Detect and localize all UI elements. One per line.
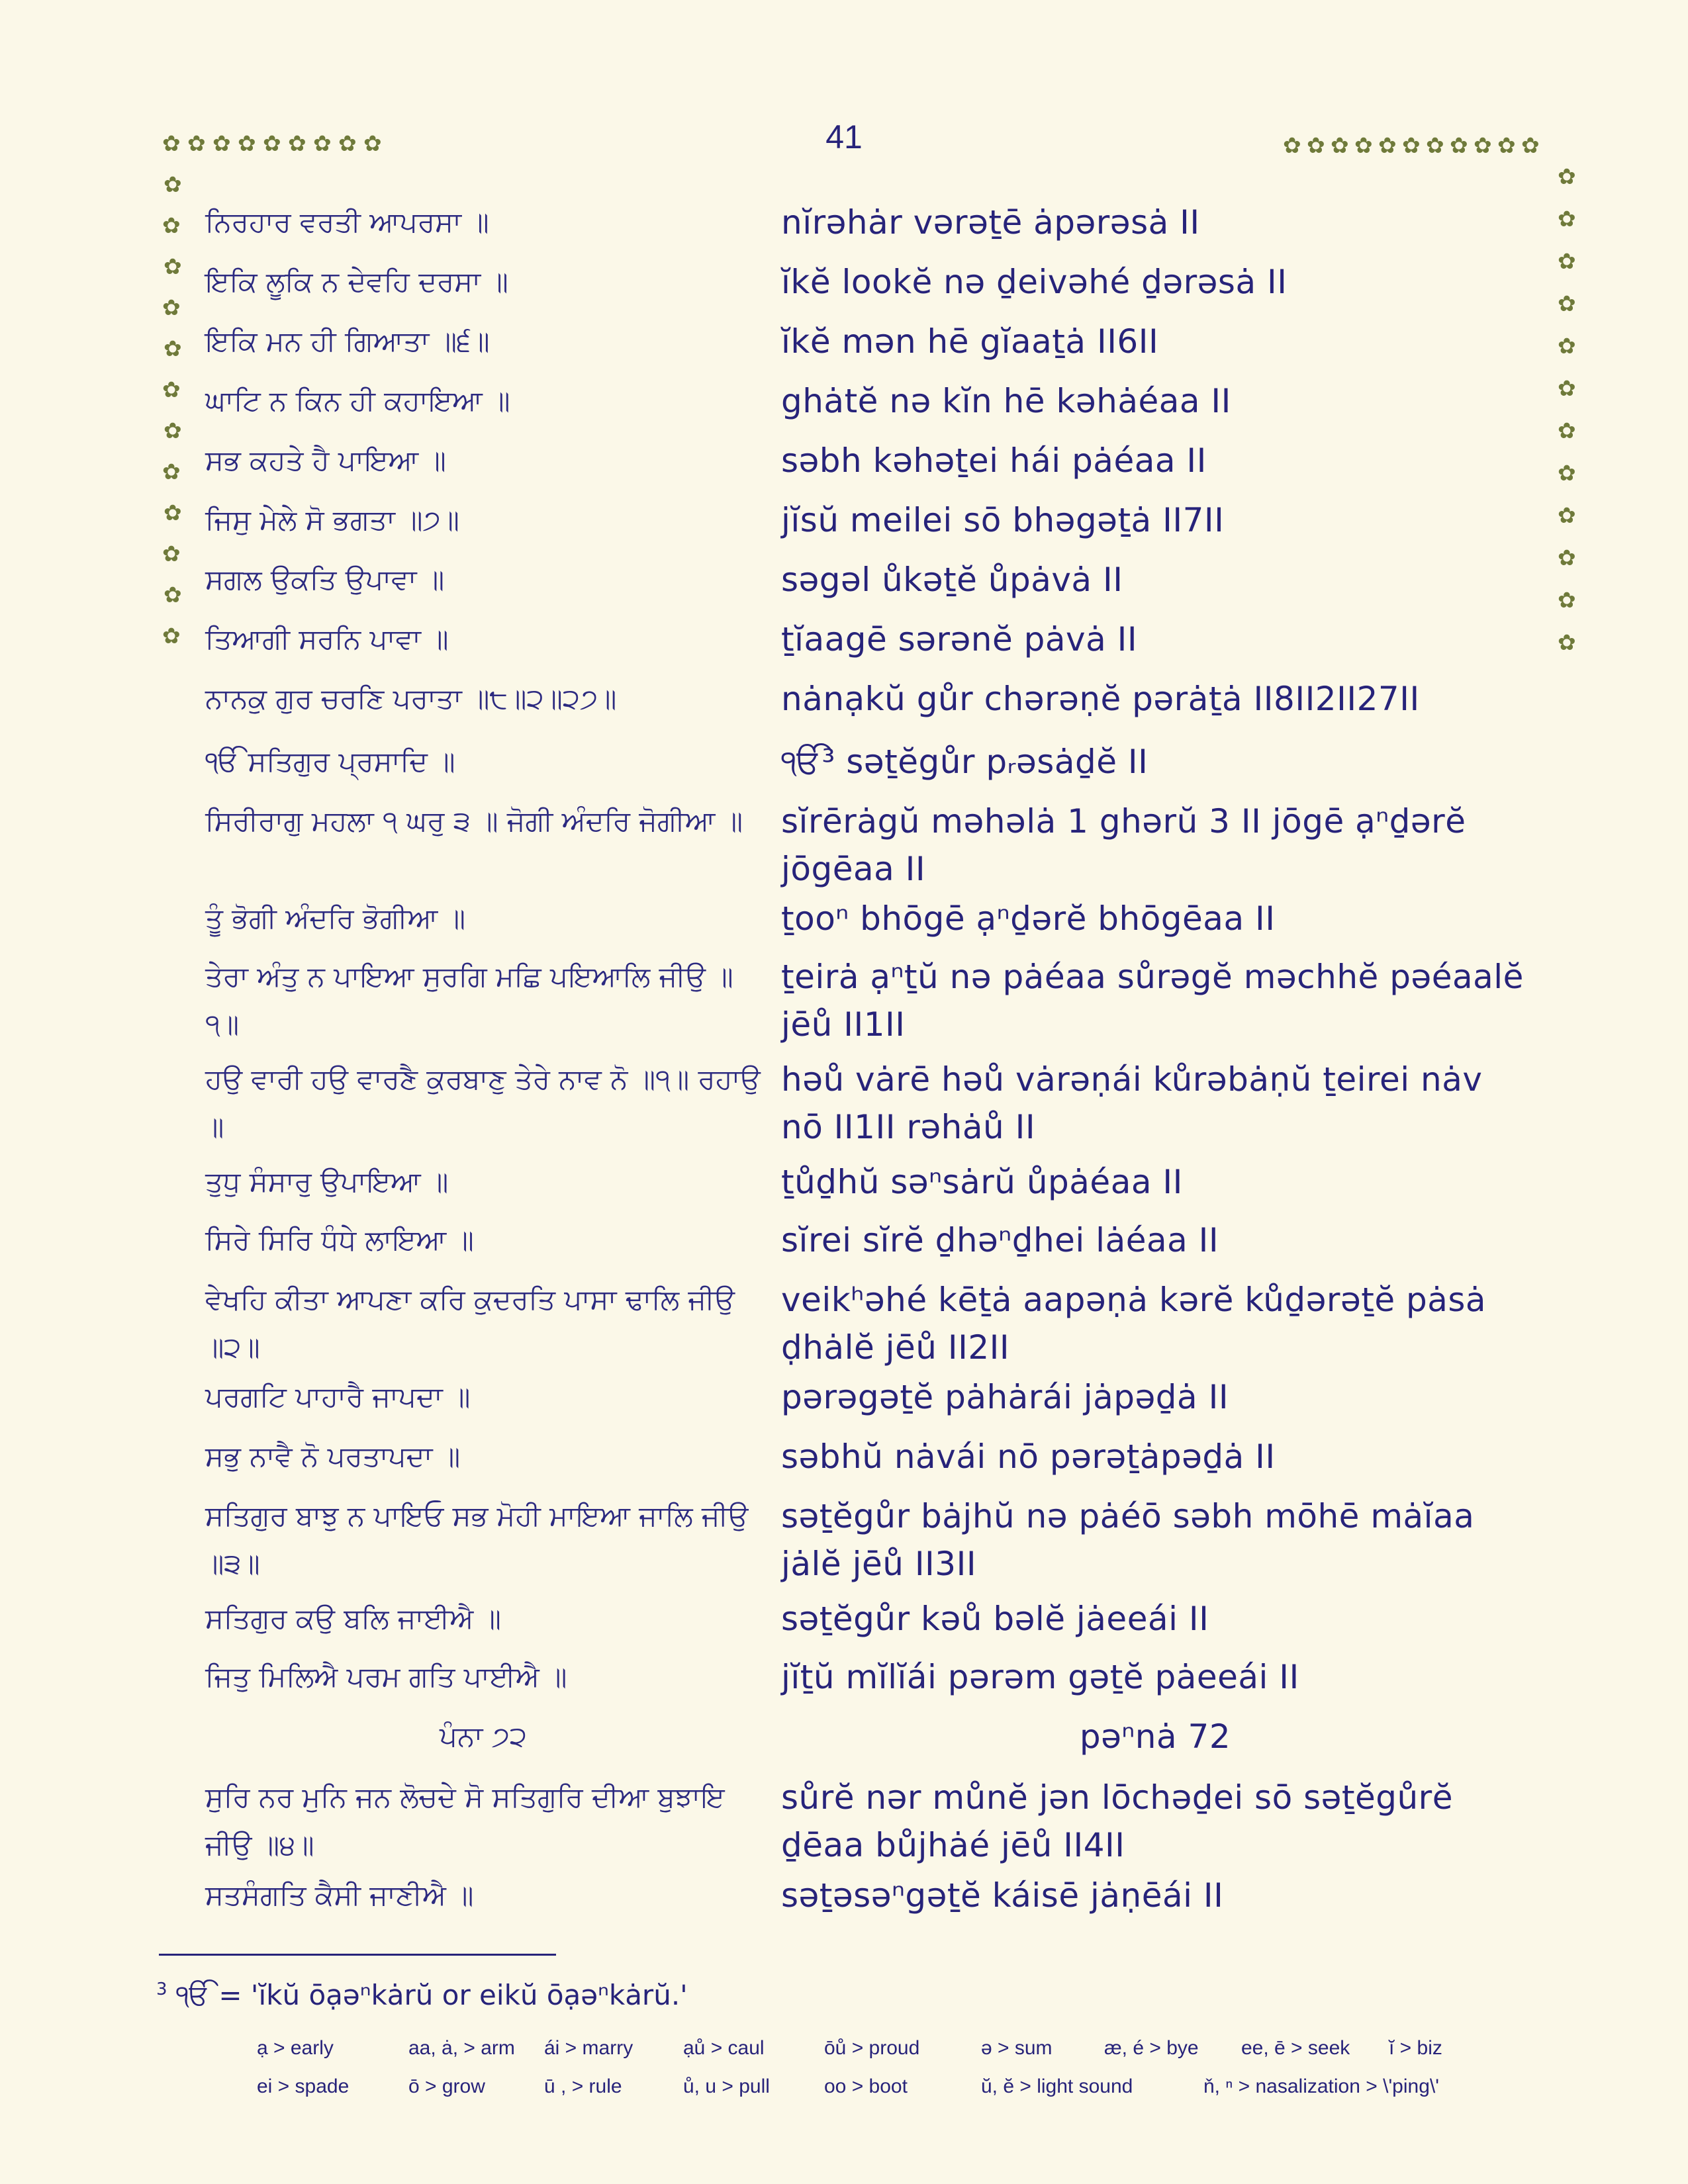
flower-ornament-icon: ✿: [1283, 132, 1301, 158]
transliteration-line: səṯĕgůr bȧjhŭ nə pȧéō səbh mōhē mȧĭaa jȧlĕ jēů II3II: [781, 1497, 1475, 1583]
flower-ornament-icon: ✿: [1558, 502, 1576, 528]
flower-ornament-icon: ✿: [263, 130, 281, 156]
flower-ornament-icon: ✿: [1558, 375, 1576, 401]
transliteration-page-marker: pəⁿnȧ 72: [1079, 1717, 1231, 1756]
transliteration-line: səgəl ůkəṯĕ ůpȧvȧ II: [781, 561, 1123, 599]
key-entry: ái > marry: [544, 2037, 633, 2059]
transliteration-line: sůrĕ nər můnĕ jən lōchəḏei sō səṯĕgůrĕ ḏēaa bůjhȧé jēů II4II: [781, 1778, 1453, 1864]
key-entry: ŭ, ĕ > light sound: [981, 2075, 1133, 2097]
gurmukhi-line: ਸਿਰੀਰਾਗੁ ਮਹਲਾ ੧ ਘਰੁ ੩ ॥ ਜੋਗੀ ਅੰਦਰਿ ਜੋਗੀਆ ॥: [205, 805, 743, 837]
flower-ornament-icon: ✿: [162, 130, 181, 156]
footnote-divider: [159, 1954, 556, 1956]
gurmukhi-line: ਨਿਰਹਾਰ ਵਰਤੀ ਆਪਰਸਾ ॥: [205, 206, 489, 238]
flower-ornament-icon: ✿: [363, 130, 382, 156]
flower-ornament-icon: ✿: [162, 541, 181, 567]
flower-ornament-icon: ✿: [212, 130, 231, 156]
gurmukhi-line: ਪਰਗਟਿ ਪਾਹਾਰੈ ਜਾਪਦਾ ॥: [205, 1381, 471, 1413]
gurmukhi-line: ਤੁਧੁ ਸੰਸਾਰੁ ਉਪਾਇਆ ॥: [205, 1165, 449, 1198]
gurmukhi-page-marker: ਪੰਨਾ ੭੨: [440, 1720, 527, 1752]
gurmukhi-line: ਇਕਿ ਲੂਕਿ ਨ ਦੇਵਹਿ ਦਰਸਾ ॥: [205, 265, 508, 298]
key-entry: ō > grow: [408, 2075, 485, 2097]
gurmukhi-line: ਤੂੰ ਭੋਗੀ ਅੰਦਰਿ ਭੋਗੀਆ ॥: [205, 902, 466, 934]
gurmukhi-line: ਵੇਖਹਿ ਕੀਤਾ ਆਪਣਾ ਕਰਿ ਕੁਦਰਤਿ ਪਾਸਾ ਢਾਲਿ ਜੀਉ ॥੨॥: [205, 1283, 735, 1363]
key-entry: æ, é > bye: [1104, 2037, 1199, 2059]
transliteration-line: ĭkĕ mən hē gĭaaṯȧ II6II: [781, 322, 1159, 361]
transliteration-line: sĭrei sĭrĕ ḏhəⁿḏhei lȧéaa II: [781, 1221, 1219, 1259]
gurmukhi-line: ਨਾਨਕੁ ਗੁਰ ਚਰਣਿ ਪਰਾਤਾ ॥੮॥੨॥੨੭॥: [205, 682, 617, 715]
transliteration-line: səṯĕgůr kəů bəlĕ jȧeeái II: [781, 1600, 1209, 1638]
flower-ornament-icon: ✿: [162, 212, 181, 238]
transliteration-line: nȧnạkŭ gůr chərəṇĕ pərȧṯȧ II8II2II27II: [781, 680, 1420, 718]
flower-ornament-icon: ✿: [164, 418, 182, 443]
transliteration-line: ĭkĕ lookĕ nə ḏeivəhé ḏərəsȧ II: [781, 263, 1288, 301]
flower-ornament-icon: ✿: [1558, 460, 1576, 486]
flower-ornament-icon: ✿: [288, 130, 306, 156]
flower-ornament-icon: ✿: [1558, 163, 1576, 189]
key-entry: ů, u > pull: [683, 2075, 770, 2097]
key-entry: ei > spade: [257, 2075, 350, 2097]
transliteration-line: nĭrəhȧr vərəṯē ȧpərəsȧ II: [781, 203, 1200, 242]
flower-ornament-icon: ✿: [164, 171, 182, 197]
gurmukhi-line: ਜਿਸੁ ਮੇਲੇ ਸੋ ਭਗਤਾ ॥੭॥: [205, 504, 459, 536]
flower-ornament-icon: ✿: [1558, 587, 1576, 613]
gurmukhi-line: ਸਭ ਕਹਤੇ ਹੈ ਪਾਇਆ ॥: [205, 444, 446, 477]
key-entry: ee, ē > seek: [1241, 2037, 1350, 2059]
flower-ornament-icon: ✿: [164, 253, 182, 279]
flower-ornament-icon: ✿: [1450, 132, 1468, 158]
flower-ornament-icon: ✿: [162, 295, 181, 320]
gurmukhi-line: ਹਉ ਵਾਰੀ ਹਉ ਵਾਰਣੈ ਕੁਰਬਾਣੁ ਤੇਰੇ ਨਾਵ ਨੋ ॥੧॥ ਰਹਾਉ ॥: [205, 1063, 761, 1143]
footnote-marker: 3: [156, 1979, 167, 1999]
flower-ornament-icon: ✿: [162, 377, 181, 402]
transliteration-line: jĭṯŭ mĭlĭái pərəm gəṯĕ pȧeeái II: [781, 1658, 1299, 1696]
transliteration-line: həů vȧrē həů vȧrəṇái kůrəbȧṇŭ ṯeirei nȧv nō II1II rəhȧů II: [781, 1060, 1483, 1146]
transliteration-line: ghȧtĕ nə kĭn hē kəhȧéaa II: [781, 382, 1231, 420]
gurmukhi-line: ਤੇਰਾ ਅੰਤੁ ਨ ਪਾਇਆ ਸੁਰਗਿ ਮਛਿ ਪਇਆਲਿ ਜੀਉ ॥੧॥: [205, 960, 733, 1040]
key-entry: aa, ȧ, > arm: [408, 2037, 515, 2059]
transliteration-line: ṯooⁿ bhōgē ạⁿḏərĕ bhōgēaa II: [781, 899, 1276, 938]
flower-ornament-icon: ✿: [1558, 206, 1576, 232]
page-number: 41: [825, 118, 863, 156]
flower-ornament-icon: ✿: [1558, 248, 1576, 274]
key-entry: oo > boot: [824, 2075, 908, 2097]
transliteration-line: veikʰəhé kēṯȧ aapəṇȧ kərĕ kůḏərəṯĕ pȧsȧ ḍhȧlĕ jēů II2II: [781, 1281, 1487, 1367]
flower-ornament-icon: ✿: [1558, 545, 1576, 570]
gurmukhi-line: ਸੁਰਿ ਨਰ ਮੁਨਿ ਜਨ ਲੋਚਦੇ ਸੋ ਸਤਿਗੁਰਿ ਦੀਆ ਬੁਝਾਇ ਜੀਉ ॥੪॥: [205, 1781, 725, 1861]
gurmukhi-line: ਘਾਟਿ ਨ ਕਿਨ ਹੀ ਕਹਾਇਆ ॥: [205, 385, 510, 417]
transliteration-line: səbhŭ nȧvái nō pərəṯȧpəḏȧ II: [781, 1437, 1276, 1476]
ik-onkar-symbol: ੴ: [175, 1979, 211, 2011]
flower-ornament-icon: ✿: [162, 459, 181, 484]
flower-ornament-icon: ✿: [1474, 132, 1492, 158]
flower-ornament-icon: ✿: [164, 500, 182, 525]
flower-ornament-icon: ✿: [1558, 418, 1576, 443]
key-entry: ạů > caul: [683, 2037, 765, 2059]
gurmukhi-line: ਸਗਲ ਉਕਤਿ ਉਪਾਵਾ ॥: [205, 563, 445, 596]
flower-ornament-icon: ✿: [1378, 132, 1397, 158]
flower-ornament-icon: ✿: [313, 130, 332, 156]
flower-ornament-icon: ✿: [1307, 132, 1325, 158]
key-entry: ĭ > biz: [1389, 2037, 1442, 2059]
transliteration-line: jĭsŭ meilei sō bhəgəṯȧ II7II: [781, 501, 1225, 539]
gurmukhi-line: ਤਿਆਗੀ ਸਰਨਿ ਪਾਵਾ ॥: [205, 623, 449, 655]
transliteration-line: ṯĭaagē sərənĕ pȧvȧ II: [781, 620, 1138, 659]
flower-ornament-icon: ✿: [338, 130, 357, 156]
transliteration-line: ṯeirȧ ạⁿṯŭ nə pȧéaa sůrəgĕ məchhĕ pəéaalĕ jēů II1II: [781, 958, 1524, 1044]
flower-ornament-icon: ✿: [238, 130, 256, 156]
flower-ornament-icon: ✿: [1331, 132, 1349, 158]
gurmukhi-line: ਸਤਿਗੁਰ ਕਉ ਬਲਿ ਜਾਈਐ ॥: [205, 1602, 501, 1635]
transliteration-line: səṯəsəⁿgəṯĕ káisē jȧṇēái II: [781, 1876, 1224, 1915]
transliteration-line: sĭrērȧgŭ məhəlȧ 1 ghərŭ 3 II jōgē ạⁿḏərĕ jōgēaa II: [781, 802, 1466, 888]
key-entry: ə > sum: [981, 2037, 1053, 2059]
footnote-text: = 'ĭkŭ ōạəⁿkȧrŭ or eikŭ ōạəⁿkȧrŭ.': [218, 1979, 688, 2011]
gurmukhi-line: ਸਭੁ ਨਾਵੈ ਨੋ ਪਰਤਾਪਦਾ ॥: [205, 1440, 461, 1473]
key-entry: ạ > early: [257, 2037, 334, 2059]
transliteration-line: səbh kəhəṯei hái pȧéaa II: [781, 441, 1207, 480]
flower-ornament-icon: ✿: [1558, 291, 1576, 316]
flower-ornament-icon: ✿: [1426, 132, 1444, 158]
key-entry: ōů > proud: [824, 2037, 920, 2059]
flower-ornament-icon: ✿: [162, 623, 181, 649]
flower-ornament-icon: ✿: [1558, 629, 1576, 655]
gurmukhi-line: ਇਕਿ ਮਨ ਹੀ ਗਿਆਤਾ ॥੬॥: [205, 325, 490, 357]
gurmukhi-line: ਜਿਤੁ ਮਿਲਿਐ ਪਰਮ ਗਤਿ ਪਾਈਐ ॥: [205, 1661, 567, 1693]
flower-ornament-icon: ✿: [1402, 132, 1421, 158]
transliteration-line: ṯůḏhŭ səⁿsȧrŭ ůpȧéaa II: [781, 1163, 1183, 1201]
footnote: [156, 1979, 688, 2012]
flower-ornament-icon: ✿: [164, 336, 182, 361]
gurmukhi-line: ਸਤਸੰਗਤਿ ਕੈਸੀ ਜਾਣੀਐ ॥: [205, 1879, 474, 1911]
transliteration-line: pərəgəṯĕ pȧhȧrái jȧpəḏȧ II: [781, 1378, 1229, 1416]
flower-ornament-icon: ✿: [164, 582, 182, 608]
flower-ornament-icon: ✿: [187, 130, 206, 156]
gurmukhi-line: ਸਿਰੇ ਸਿਰਿ ਧੰਧੇ ਲਾਇਆ ॥: [205, 1224, 474, 1256]
transliteration-line: ੴ³ səṯĕgůr pᵣəsȧḏĕ II: [781, 743, 1149, 781]
gurmukhi-line: ੴ ਸਤਿਗੁਰ ਪ੍ਰਸਾਦਿ ॥: [205, 745, 455, 778]
key-entry: ň, ⁿ > nasalization > \'ping\': [1203, 2075, 1439, 2097]
flower-ornament-icon: ✿: [1354, 132, 1373, 158]
flower-ornament-icon: ✿: [1521, 132, 1540, 158]
gurmukhi-line: ਸਤਿਗੁਰ ਬਾਝੁ ਨ ਪਾਇਓ ਸਭ ਮੋਹੀ ਮਾਇਆ ਜਾਲਿ ਜੀਉ ॥੩॥: [205, 1500, 749, 1580]
flower-ornament-icon: ✿: [1497, 132, 1516, 158]
flower-ornament-icon: ✿: [1558, 333, 1576, 359]
key-entry: ū , > rule: [544, 2075, 622, 2097]
